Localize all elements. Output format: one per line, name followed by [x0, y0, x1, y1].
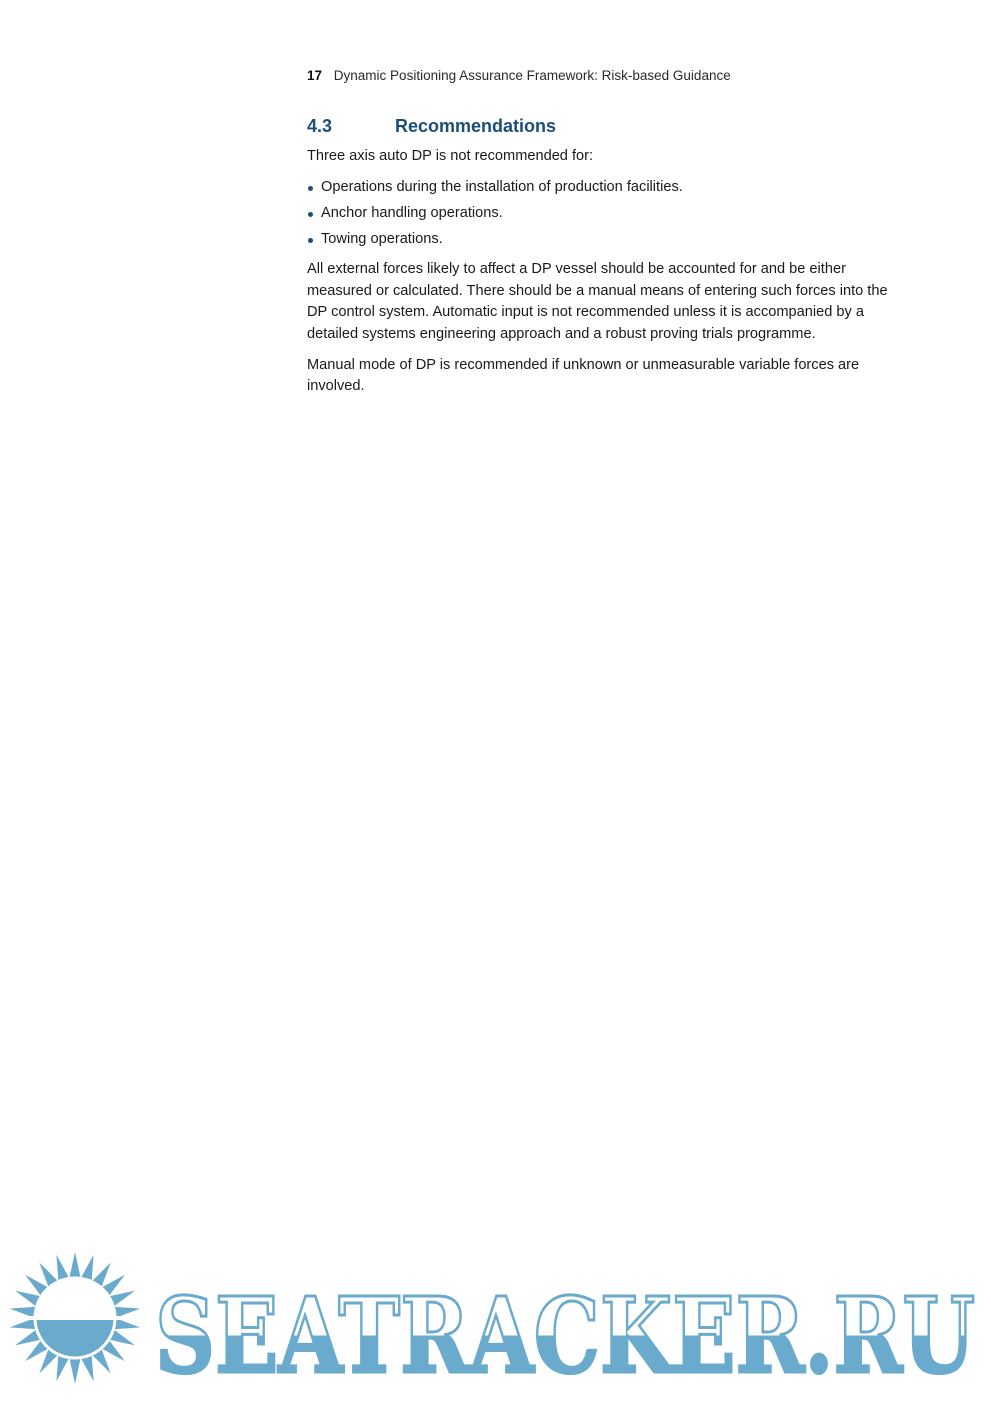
- sun-icon: [10, 1252, 141, 1384]
- bullet-list: [307, 177, 907, 251]
- page-number: 17: [307, 68, 323, 83]
- watermark-text: SEATRACKER.RU: [155, 1274, 975, 1397]
- list-item: Towing operations.: [307, 229, 907, 251]
- running-header: [307, 68, 731, 83]
- section-heading: [307, 114, 907, 138]
- list-item: Operations during the installation of production facilities.: [307, 177, 907, 199]
- seatracker-watermark: [0, 1250, 991, 1403]
- intro-paragraph: Three axis auto DP is not recommended for:: [307, 148, 594, 164]
- list-item: Anchor handling operations.: [307, 203, 907, 225]
- document-title: Dynamic Positioning Assurance Framework: Risk-based Guidance: [333, 68, 731, 83]
- section-title: Recommendations: [395, 116, 557, 136]
- main-content: [307, 114, 907, 407]
- section-number: 4.3: [307, 116, 333, 136]
- body-paragraph: Manual mode of DP is recommended if unknown or unmeasurable variable forces are involved.: [307, 356, 860, 395]
- body-paragraph: All external forces likely to affect a DP vessel should be accounted for and be either measured or calculated. There should be a manual means of entering such forces into the DP control system. Automatic input is not recommended unless it is accompanied by a detailed systems engineering approach and a robust proving trials programme.: [307, 260, 888, 342]
